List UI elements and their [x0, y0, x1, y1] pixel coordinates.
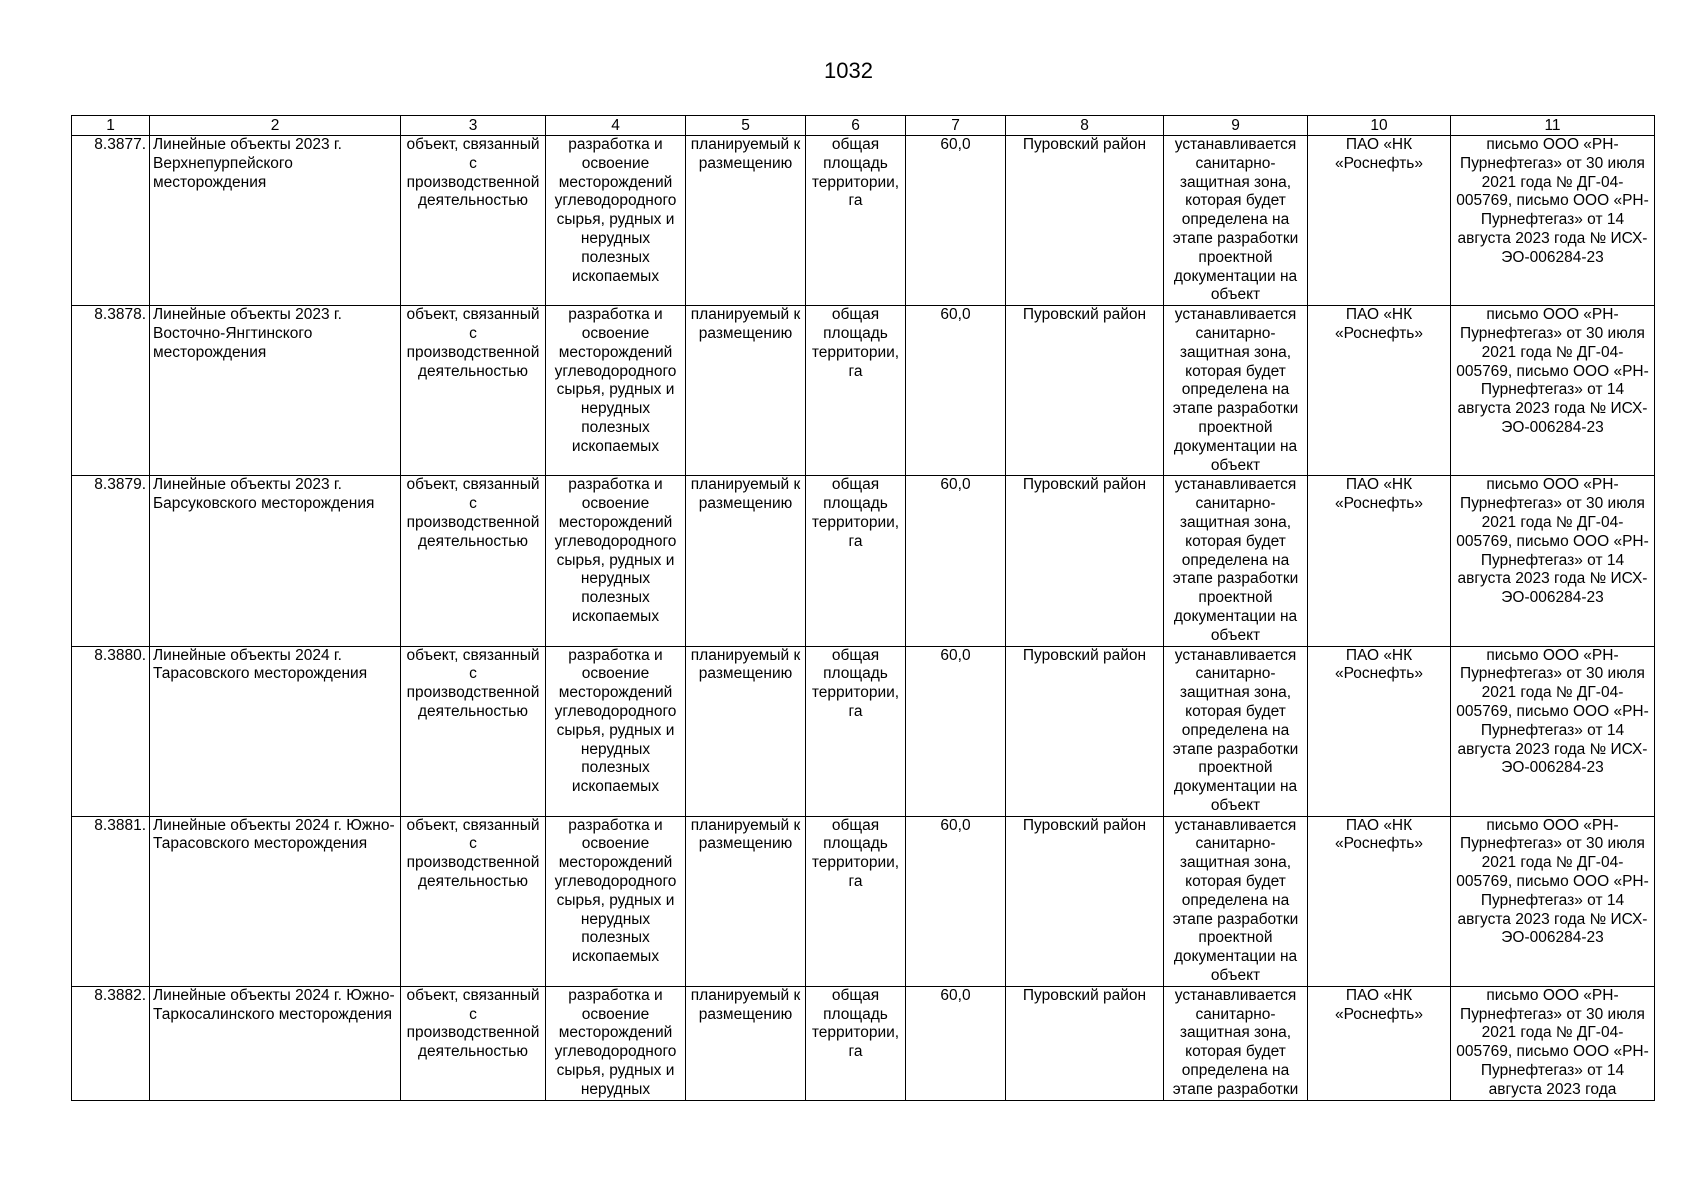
characteristic-name-cell: общая площадь территории, га [806, 816, 906, 986]
row-number-cell: 8.3881. [72, 816, 150, 986]
table-row [72, 306, 1655, 476]
district-cell: Пуровский район [1006, 986, 1164, 1100]
table-row [72, 986, 1655, 1100]
column-number-7: 7 [906, 116, 1006, 136]
zone-description-cell: устанавливается санитарно-защитная зона, которая будет определена на этапе разработки проектной документации на объект [1164, 306, 1308, 476]
district-cell: Пуровский район [1006, 476, 1164, 646]
object-purpose-cell: разработка и освоение месторождений углеводородного сырья, рудных и нерудных полезных ископаемых [546, 476, 686, 646]
column-number-9: 9 [1164, 116, 1308, 136]
characteristic-value-cell: 60,0 [906, 476, 1006, 646]
owner-cell: ПАО «НК «Роснефть» [1308, 306, 1451, 476]
column-number-4: 4 [546, 116, 686, 136]
column-number-5: 5 [686, 116, 806, 136]
object-name-cell: Линейные объекты 2023 г. Барсуковского месторождения [150, 476, 401, 646]
characteristic-name-cell: общая площадь территории, га [806, 476, 906, 646]
object-purpose-cell: разработка и освоение месторождений углеводородного сырья, рудных и нерудных полезных ископаемых [546, 306, 686, 476]
object-purpose-cell: разработка и освоение месторождений углеводородного сырья, рудных и нерудных полезных ископаемых [546, 816, 686, 986]
object-purpose-cell: разработка и освоение месторождений углеводородного сырья, рудных и нерудных [546, 986, 686, 1100]
object-status-cell: планируемый к размещению [686, 816, 806, 986]
basis-document-cell: письмо ООО «РН-Пурнефтегаз» от 30 июля 2021 года № ДГ-04-005769, письмо ООО «РН-Пурнефтегаз» от 14 августа 2023 года [1451, 986, 1655, 1100]
zone-description-cell: устанавливается санитарно-защитная зона, которая будет определена на этапе разработки [1164, 986, 1308, 1100]
object-purpose-cell: разработка и освоение месторождений углеводородного сырья, рудных и нерудных полезных ископаемых [546, 136, 686, 306]
object-purpose-cell: разработка и освоение месторождений углеводородного сырья, рудных и нерудных полезных ископаемых [546, 646, 686, 816]
zone-description-cell: устанавливается санитарно-защитная зона, которая будет определена на этапе разработки проектной документации на объект [1164, 646, 1308, 816]
column-number-11: 11 [1451, 116, 1655, 136]
table-row [72, 816, 1655, 986]
owner-cell: ПАО «НК «Роснефть» [1308, 646, 1451, 816]
column-number-10: 10 [1308, 116, 1451, 136]
row-number-cell: 8.3877. [72, 136, 150, 306]
district-cell: Пуровский район [1006, 306, 1164, 476]
characteristic-name-cell: общая площадь территории, га [806, 646, 906, 816]
zone-description-cell: устанавливается санитарно-защитная зона, которая будет определена на этапе разработки проектной документации на объект [1164, 816, 1308, 986]
table-row [72, 646, 1655, 816]
characteristic-name-cell: общая площадь территории, га [806, 306, 906, 476]
characteristic-name-cell: общая площадь территории, га [806, 986, 906, 1100]
object-name-cell: Линейные объекты 2023 г. Восточно-Янгтинского месторождения [150, 306, 401, 476]
owner-cell: ПАО «НК «Роснефть» [1308, 816, 1451, 986]
object-type-cell: объект, связанный с производственной деятельностью [401, 816, 546, 986]
basis-document-cell: письмо ООО «РН-Пурнефтегаз» от 30 июля 2021 года № ДГ-04-005769, письмо ООО «РН-Пурнефтегаз» от 14 августа 2023 года № ИСХ-ЭО-006284-23 [1451, 306, 1655, 476]
column-number-6: 6 [806, 116, 906, 136]
basis-document-cell: письмо ООО «РН-Пурнефтегаз» от 30 июля 2021 года № ДГ-04-005769, письмо ООО «РН-Пурнефтегаз» от 14 августа 2023 года № ИСХ-ЭО-006284-23 [1451, 816, 1655, 986]
column-number-8: 8 [1006, 116, 1164, 136]
table-row [72, 476, 1655, 646]
basis-document-cell: письмо ООО «РН-Пурнефтегаз» от 30 июля 2021 года № ДГ-04-005769, письмо ООО «РН-Пурнефтегаз» от 14 августа 2023 года № ИСХ-ЭО-006284-23 [1451, 646, 1655, 816]
column-number-2: 2 [150, 116, 401, 136]
header-row [72, 116, 1655, 136]
object-name-cell: Линейные объекты 2024 г. Южно-Таркосалинского месторождения [150, 986, 401, 1100]
object-name-cell: Линейные объекты 2024 г. Южно-Тарасовского месторождения [150, 816, 401, 986]
object-status-cell: планируемый к размещению [686, 306, 806, 476]
district-cell: Пуровский район [1006, 816, 1164, 986]
object-name-cell: Линейные объекты 2024 г. Тарасовского месторождения [150, 646, 401, 816]
characteristic-name-cell: общая площадь территории, га [806, 136, 906, 306]
column-number-1: 1 [72, 116, 150, 136]
object-type-cell: объект, связанный с производственной деятельностью [401, 986, 546, 1100]
object-name-cell: Линейные объекты 2023 г. Верхнепурпейского месторождения [150, 136, 401, 306]
district-cell: Пуровский район [1006, 136, 1164, 306]
row-number-cell: 8.3880. [72, 646, 150, 816]
table-row [72, 136, 1655, 306]
row-number-cell: 8.3882. [72, 986, 150, 1100]
owner-cell: ПАО «НК «Роснефть» [1308, 986, 1451, 1100]
characteristic-value-cell: 60,0 [906, 646, 1006, 816]
object-type-cell: объект, связанный с производственной деятельностью [401, 136, 546, 306]
owner-cell: ПАО «НК «Роснефть» [1308, 476, 1451, 646]
zone-description-cell: устанавливается санитарно-защитная зона, которая будет определена на этапе разработки проектной документации на объект [1164, 136, 1308, 306]
objects-table [71, 115, 1655, 1101]
zone-description-cell: устанавливается санитарно-защитная зона, которая будет определена на этапе разработки проектной документации на объект [1164, 476, 1308, 646]
characteristic-value-cell: 60,0 [906, 306, 1006, 476]
object-status-cell: планируемый к размещению [686, 476, 806, 646]
column-number-3: 3 [401, 116, 546, 136]
characteristic-value-cell: 60,0 [906, 136, 1006, 306]
characteristic-value-cell: 60,0 [906, 986, 1006, 1100]
object-status-cell: планируемый к размещению [686, 986, 806, 1100]
basis-document-cell: письмо ООО «РН-Пурнефтегаз» от 30 июля 2021 года № ДГ-04-005769, письмо ООО «РН-Пурнефтегаз» от 14 августа 2023 года № ИСХ-ЭО-006284-23 [1451, 476, 1655, 646]
page-number: 1032 [824, 58, 873, 83]
object-status-cell: планируемый к размещению [686, 136, 806, 306]
row-number-cell: 8.3879. [72, 476, 150, 646]
row-number-cell: 8.3878. [72, 306, 150, 476]
owner-cell: ПАО «НК «Роснефть» [1308, 136, 1451, 306]
basis-document-cell: письмо ООО «РН-Пурнефтегаз» от 30 июля 2021 года № ДГ-04-005769, письмо ООО «РН-Пурнефтегаз» от 14 августа 2023 года № ИСХ-ЭО-006284-23 [1451, 136, 1655, 306]
object-type-cell: объект, связанный с производственной деятельностью [401, 476, 546, 646]
characteristic-value-cell: 60,0 [906, 816, 1006, 986]
district-cell: Пуровский район [1006, 646, 1164, 816]
object-status-cell: планируемый к размещению [686, 646, 806, 816]
object-type-cell: объект, связанный с производственной деятельностью [401, 306, 546, 476]
object-type-cell: объект, связанный с производственной деятельностью [401, 646, 546, 816]
